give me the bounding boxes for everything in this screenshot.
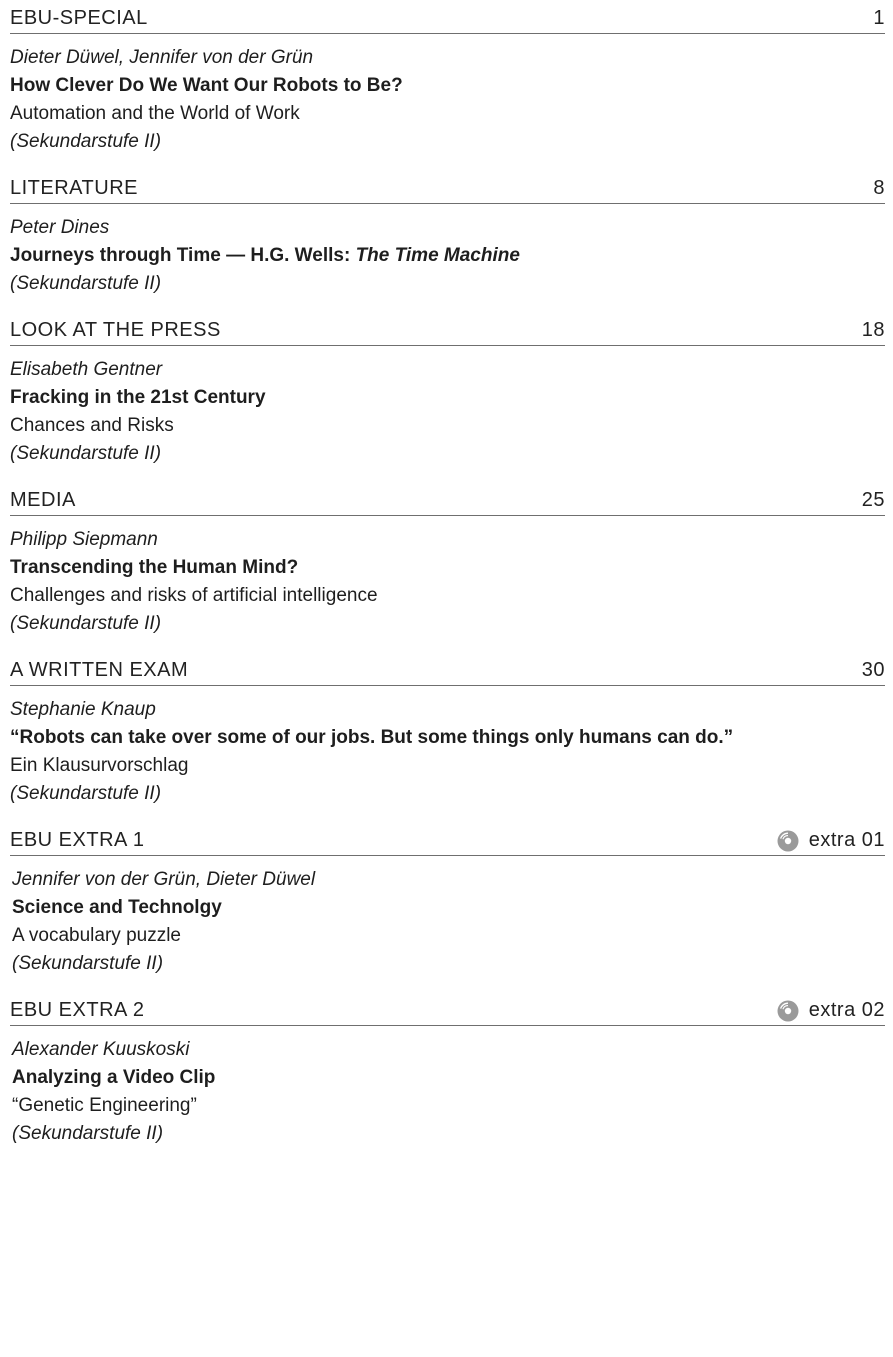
section-header [10, 482, 885, 516]
article-level: (Sekundarstufe II) [10, 131, 162, 152]
section-page [862, 659, 885, 682]
toc-section-literature [10, 170, 885, 298]
article-subtitle: Automation and the World of Work [10, 103, 300, 124]
article-subtitle: Chances and Risks [10, 415, 174, 436]
article-author: Dieter Düwel, Jennifer von der Grün [10, 47, 314, 68]
article-author: Elisabeth Gentner [10, 359, 163, 380]
section-page [873, 177, 885, 200]
article-entry [10, 34, 885, 156]
toc-section-ebu-special [10, 0, 885, 156]
article-title-italic: The Time Machine [355, 245, 520, 266]
article-level: (Sekundarstufe II) [12, 1123, 164, 1144]
article-entry [10, 516, 885, 638]
toc-section-ebu-extra-2 [10, 992, 885, 1148]
article-subtitle: A vocabulary puzzle [12, 925, 181, 946]
article-level: (Sekundarstufe II) [12, 953, 164, 974]
article-author: Jennifer von der Grün, Dieter Düwel [12, 869, 316, 890]
article-author: Peter Dines [10, 217, 110, 238]
article-title: Science and Technolgy [12, 897, 222, 918]
article-author: Stephanie Knaup [10, 699, 156, 720]
section-page [862, 319, 885, 342]
page-number: extra 01 [808, 829, 885, 851]
article-level: (Sekundarstufe II) [10, 273, 162, 294]
section-header [10, 312, 885, 346]
section-header [10, 992, 885, 1026]
page-number: 25 [861, 489, 885, 511]
page-number: extra 02 [808, 999, 885, 1021]
article-title: How Clever Do We Want Our Robots to Be? [10, 75, 403, 96]
section-page [873, 7, 885, 30]
article-level: (Sekundarstufe II) [10, 783, 162, 804]
page-number: 8 [873, 177, 885, 199]
cd-icon [777, 830, 799, 852]
article-title: Fracking in the 21st Century [10, 387, 266, 408]
article-entry [10, 346, 885, 468]
section-heading: LITERATURE [10, 177, 138, 199]
section-heading: EBU EXTRA 2 [10, 999, 145, 1021]
article-entry [10, 1026, 885, 1148]
section-heading: MEDIA [10, 489, 76, 511]
section-page [777, 999, 885, 1022]
toc-section-ebu-extra-1 [10, 822, 885, 978]
article-subtitle: “Genetic Engineering” [12, 1095, 197, 1116]
section-page [777, 829, 885, 852]
section-heading: A WRITTEN EXAM [10, 659, 189, 681]
article-subtitle: Ein Klausurvorschlag [10, 755, 189, 776]
page-number: 18 [861, 319, 885, 341]
article-author: Philipp Siepmann [10, 529, 158, 550]
section-heading: EBU EXTRA 1 [10, 829, 145, 851]
cd-icon [777, 1000, 799, 1022]
article-title: Transcending the Human Mind? [10, 557, 299, 578]
article-title: “Robots can take over some of our jobs. But some things only humans can do.” [10, 727, 734, 748]
section-page [862, 489, 885, 512]
article-level: (Sekundarstufe II) [10, 443, 162, 464]
toc-section-media [10, 482, 885, 638]
page-number: 1 [873, 7, 885, 29]
section-heading: EBU-SPECIAL [10, 7, 148, 29]
section-header [10, 0, 885, 34]
section-heading: LOOK AT THE PRESS [10, 319, 221, 341]
section-header [10, 652, 885, 686]
article-author: Alexander Kuuskoski [12, 1039, 190, 1060]
article-level: (Sekundarstufe II) [10, 613, 162, 634]
article-title: Analyzing a Video Clip [12, 1067, 216, 1088]
section-header [10, 822, 885, 856]
article-entry [10, 686, 885, 808]
article-title-main: Journeys through Time — H.G. Wells: [10, 245, 356, 266]
article-subtitle: Challenges and risks of artificial intelligence [10, 585, 378, 606]
section-header [10, 170, 885, 204]
page-number: 30 [861, 659, 885, 681]
article-entry [10, 856, 885, 978]
toc-section-written-exam [10, 652, 885, 808]
article-entry [10, 204, 885, 298]
article-title [10, 242, 885, 270]
toc-section-look-at-the-press [10, 312, 885, 468]
